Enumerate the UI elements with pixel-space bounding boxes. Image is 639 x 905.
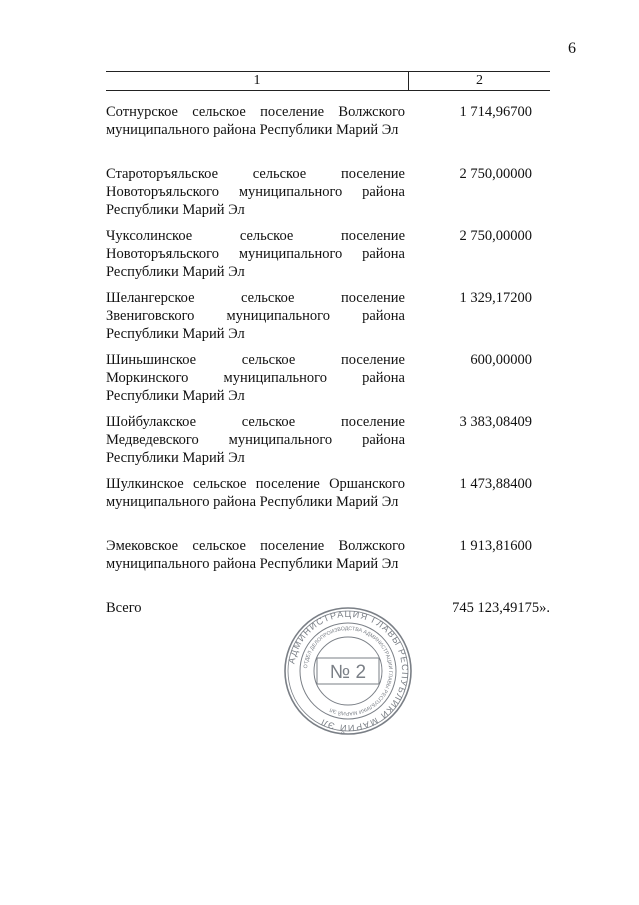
- page-number: 6: [568, 40, 576, 57]
- amount-value: 2 750,00000: [459, 228, 532, 244]
- table-row: [106, 413, 550, 475]
- table-row: [106, 475, 550, 537]
- stamp-inner-text: ОТДЕЛ ДЕЛОПРОИЗВОДСТВА АДМИНИСТРАЦИИ ГЛАВЫ РЕСПУБЛИКИ МАРИЙ ЭЛ: [303, 625, 394, 717]
- amount-value: 2 750,00000: [459, 166, 532, 182]
- settlement-name: Шиньшинское сельское поселение Моркинского муниципального района Республики Марий Эл: [106, 352, 405, 404]
- stamp-outer-text: АДМИНИСТРАЦИЯ ГЛАВЫ РЕСПУБЛИКИ МАРИЙ ЭЛ: [286, 608, 411, 734]
- total-value: 745 123,49175».: [452, 600, 550, 616]
- settlement-name: Шойбулакское сельское поселение Медведевского муниципального района Республики Марий Эл: [106, 414, 405, 466]
- table-row: [106, 103, 550, 165]
- settlement-name: Эмековское сельское поселение Волжского муниципального района Республики Марий Эл: [106, 538, 405, 572]
- amount-value: 1 714,96700: [459, 104, 532, 120]
- official-stamp: [282, 605, 414, 737]
- table-header: [106, 71, 550, 91]
- table-body: [106, 103, 550, 623]
- table-row: [106, 351, 550, 413]
- amount-value: 3 383,08409: [459, 414, 532, 430]
- table-row: [106, 227, 550, 289]
- amount-value: 600,00000: [470, 352, 532, 368]
- budget-table: [106, 71, 550, 623]
- table-row: [106, 289, 550, 351]
- settlement-name: Чуксолинское сельское поселение Новоторъяльского муниципального района Республики Марий Эл: [106, 228, 405, 280]
- amount-value: 1 329,17200: [459, 290, 532, 306]
- total-label: Всего: [106, 600, 142, 616]
- settlement-name: Сотнурское сельское поселение Волжского муниципального района Республики Марий Эл: [106, 104, 405, 138]
- table-row: [106, 537, 550, 599]
- amount-value: 1 913,81600: [459, 538, 532, 554]
- settlement-name: Староторъяльское сельское поселение Новоторъяльского муниципального района Республики Марий Эл: [106, 166, 405, 218]
- table-row: [106, 165, 550, 227]
- settlement-name: Шелангерское сельское поселение Звениговского муниципального района Республики Марий Эл: [106, 290, 405, 342]
- stamp-number: № 2: [329, 662, 367, 683]
- settlement-name: Шулкинское сельское поселение Оршанского муниципального района Республики Марий Эл: [106, 476, 405, 510]
- amount-value: 1 473,88400: [459, 476, 532, 492]
- header-col-1: 1: [106, 72, 409, 90]
- header-col-2: 2: [476, 73, 483, 88]
